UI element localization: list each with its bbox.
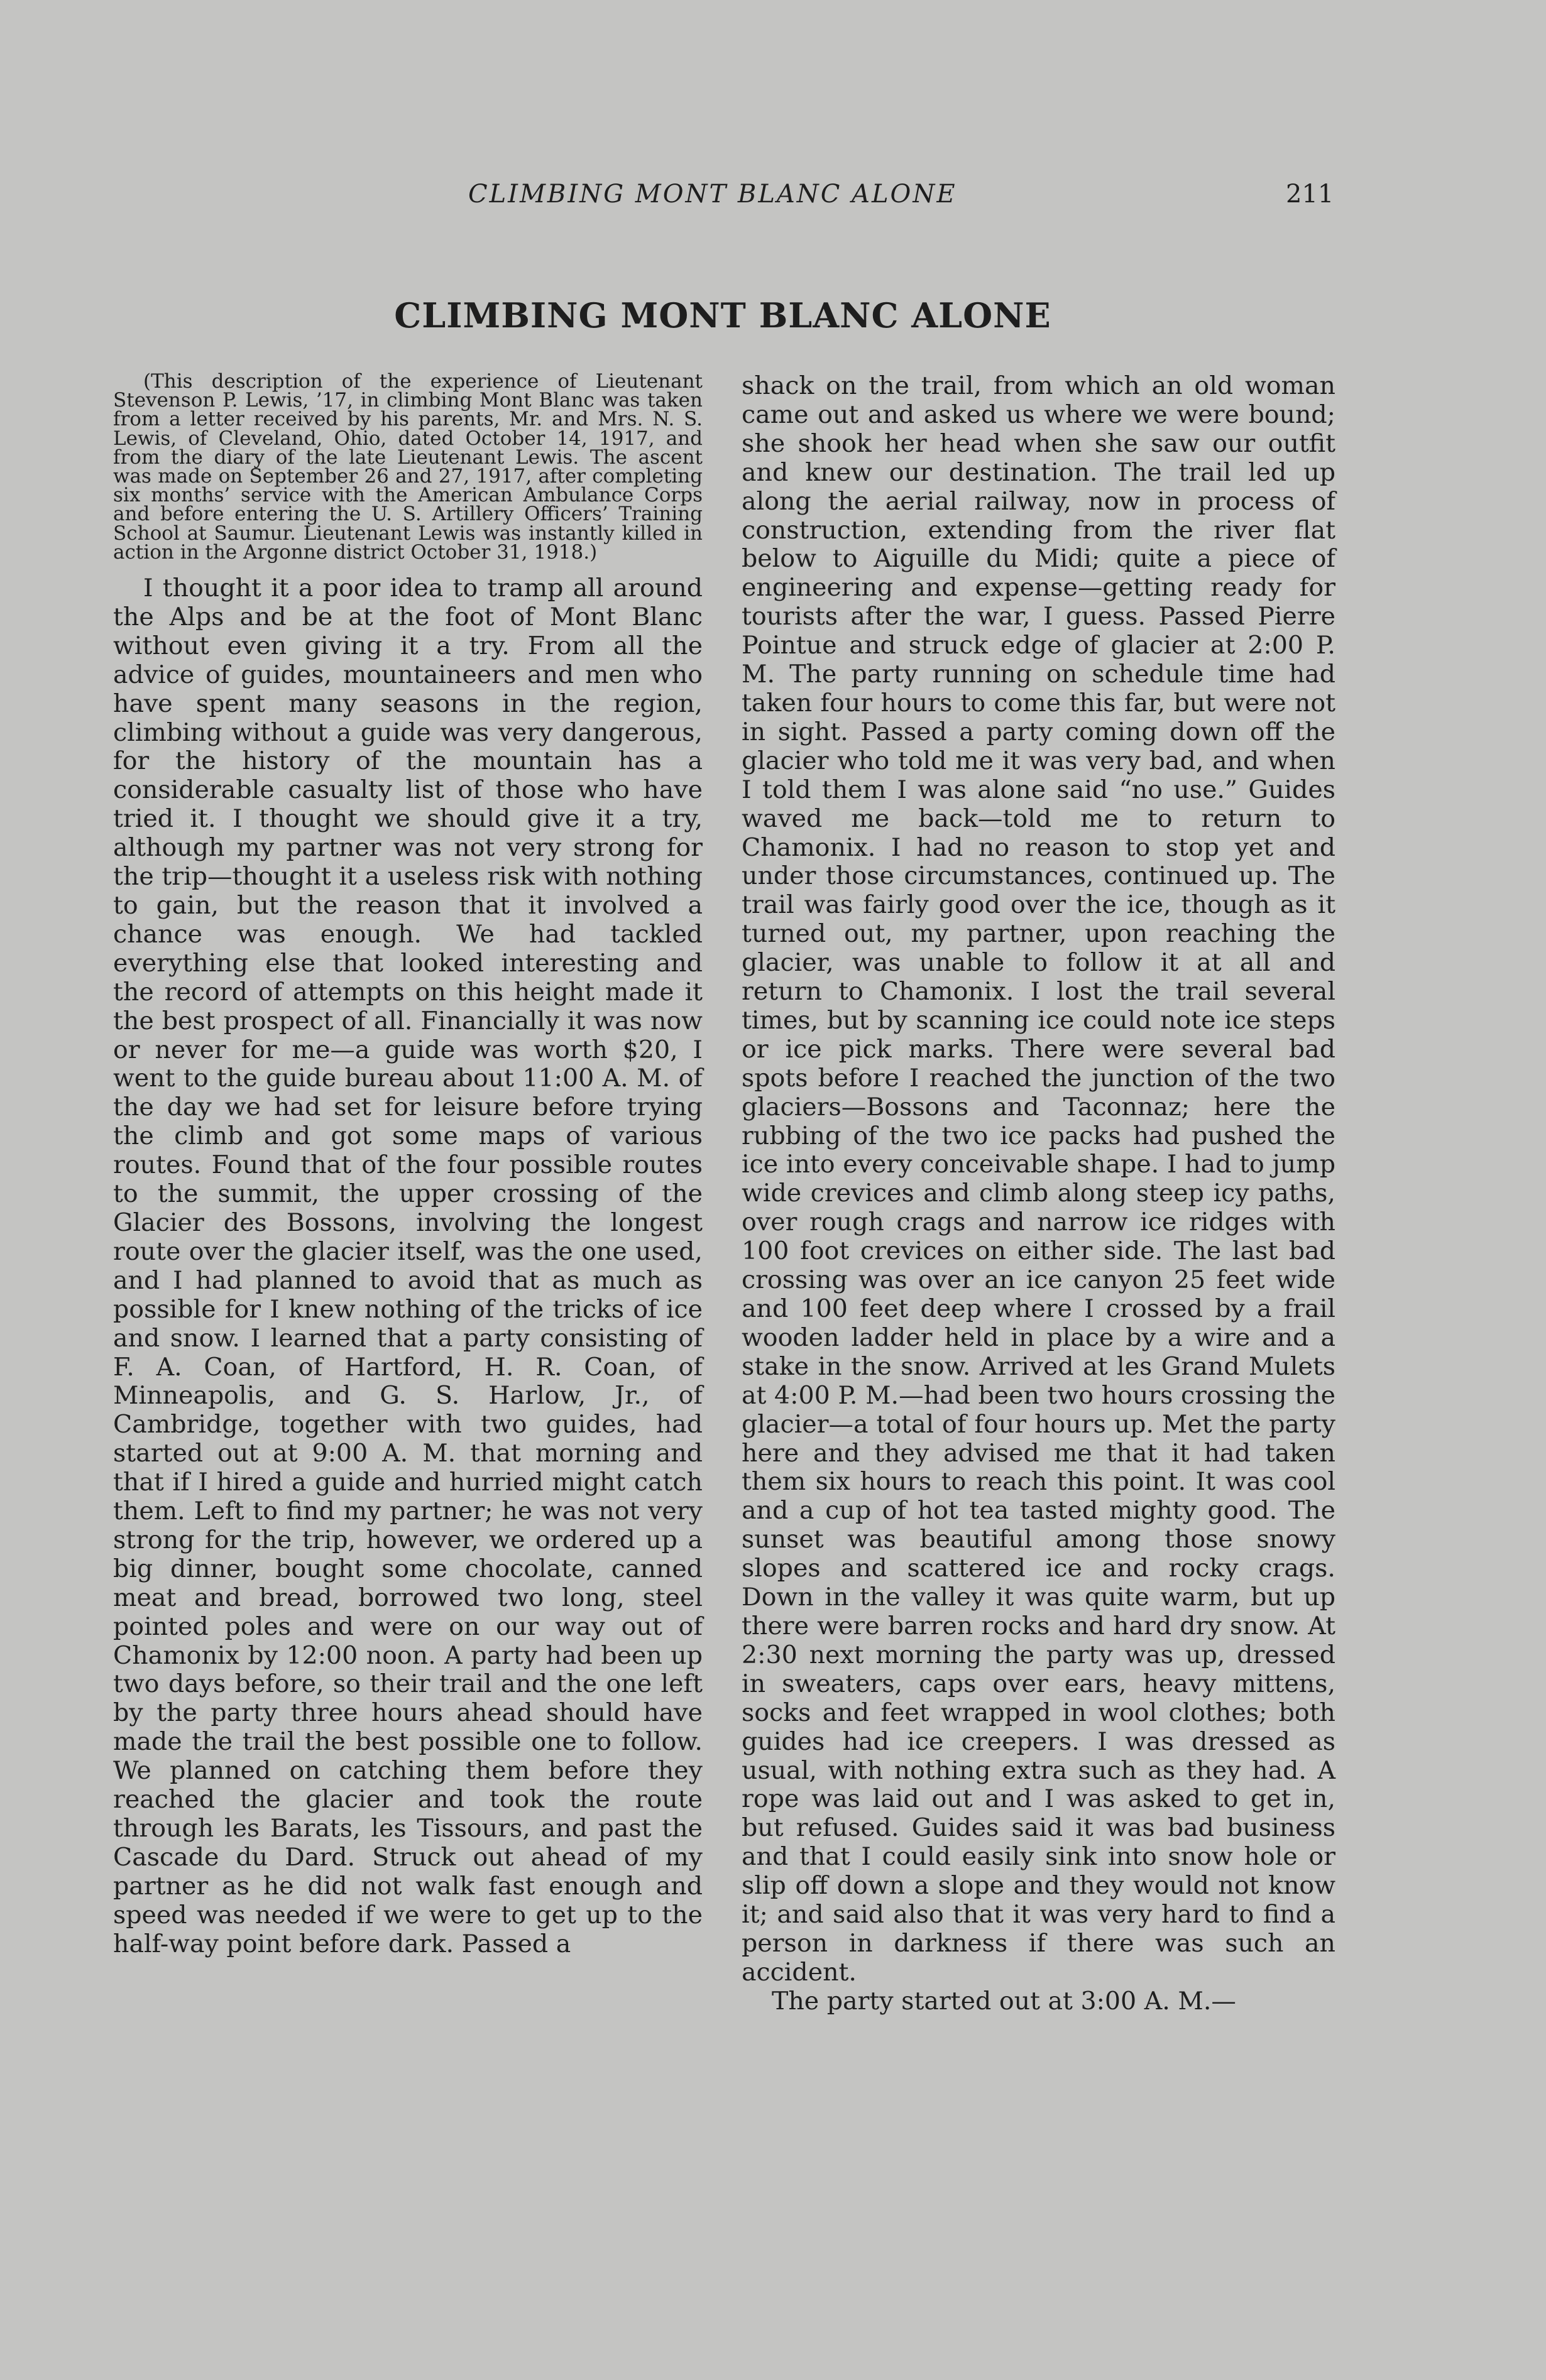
article-title: CLIMBING MONT BLANC ALONE (394, 295, 1051, 336)
running-title: CLIMBING MONT BLANC ALONE (468, 180, 957, 209)
left-column (113, 372, 703, 1959)
body-paragraph-right: shack on the trail, from which an old woman came out and asked us where we were bound; she shook her head when she saw our outfit and knew our destination. The trail led up along the aerial railway, now in process of construction, extending from the river flat below to Aiguille du Midi; quite a piece of engineering and expense—getting ready for tourists after the war, I guess. Passed Pierre Pointue and struck edge of glacier at 2:00 P. M. The party running on schedule time had taken four hours to come this far, but were not in sight. Passed a party coming down off the glacier who told me it was very bad, and when I told them I was alone said “no use.” Guides waved me back—told me to return to Chamonix. I had no reason to stop yet and under those circumstances, continued up. The trail was fairly good over the ice, though as it turned out, my partner, upon reaching the glacier, was unable to follow it at all and return to Chamonix. I lost the trail several times, but by scanning ice could note ice steps or ice pick marks. There were several bad spots before I reached the junction of the two glaciers—Bossons and Taconnaz; here the rubbing of the two ice packs had pushed the ice into every conceivable shape. I had to jump wide crevices and climb along steep icy paths, over rough crags and narrow ice ridges with 100 foot crevices on either side. The last bad crossing was over an ice canyon 25 feet wide and 100 feet deep where I crossed by a frail wooden ladder held in place by a wire and a stake in the snow. Arrived at les Grand Mulets at 4:00 P. M.—had been two hours crossing the glacier—a total of four hours up. Met the party here and they advised me that it had taken them six hours to reach this point. It was cool and a cup of hot tea tasted mighty good. The sunset was beautiful among those snowy slopes and scattered ice and rocky crags. Down in the valley it was quite warm, but up there were barren rocks and hard dry snow. At 2:30 next morning the party was up, dressed in sweaters, caps over ears, heavy mittens, socks and feet wrapped in wool clothes; both guides had ice creepers. I was dressed as usual, with nothing extra such as they had. A rope was laid out and I was asked to get in, but refused. Guides said it was bad business and that I could easily sink into snow hole or slip off down a slope and they would not know it; and said also that it was very hard to find a person in darkness if there was such an accident. (742, 371, 1335, 1987)
editor-note: (This description of the experience of Lieutenant Stevenson P. Lewis, ’17, in climbing Mont Blanc was taken from a letter received by his parents, Mr. and Mrs. N. S. Lewis, of Cleveland, Ohio, dated October 14, 1917, and from the diary of the late Lieutenant Lewis. The ascent was made on September 26 and 27, 1917, after completing six months’ service with the American Ambulance Corps and before entering the U. S. Artillery Officers’ Training School at Saumur. Lieutenant Lewis was instantly killed in action in the Argonne district October 31, 1918.) (113, 370, 703, 564)
right-column (742, 372, 1335, 2016)
page-number: 211 (1286, 180, 1334, 209)
body-paragraph-continuation: The party started out at 3:00 A. M.— (772, 1986, 1236, 2016)
body-paragraph-left: I thought it a poor idea to tramp all around the Alps and be at the foot of Mont Blanc without even giving it a try. From all the advice of guides, mountaineers and men who have spent many seasons in the region, climbing without a guide was very dangerous, for the history of the mountain has a considerable casualty list of those who have tried it. I thought we should give it a try, although my partner was not very strong for the trip—thought it a useless risk with nothing to gain, but the reason that it involved a chance was enough. We had tackled everything else that looked interesting and the record of attempts on this height made it the best prospect of all. Financially it was now or never for me—a guide was worth $20, I went to the guide bureau about 11:00 A. M. of the day we had set for leisure before trying the climb and got some maps of various routes. Found that of the four possible routes to the summit, the upper crossing of the Glacier des Bossons, involving the longest route over the glacier itself, was the one used, and I had planned to avoid that as much as possible for I knew nothing of the tricks of ice and snow. I learned that a party consisting of F. A. Coan, of Hartford, H. R. Coan, of Minneapolis, and G. S. Harlow, Jr., of Cambridge, together with two guides, had started out at 9:00 A. M. that morning and that if I hired a guide and hurried might catch them. Left to find my partner; he was not very strong for the trip, however, we ordered up a big dinner, bought some chocolate, canned meat and bread, borrowed two long, steel pointed poles and were on our way out of Chamonix by 12:00 noon. A party had been up two days before, so their trail and the one left by the party three hours ahead should have made the trail the best possible one to follow. We planned on catching them before they reached the glacier and took the route through les Barats, les Tissours, and past the Cascade du Dard. Struck out ahead of my partner as he did not walk fast enough and speed was needed if we were to get up to the half-way point before dark. Passed a (113, 574, 703, 1958)
